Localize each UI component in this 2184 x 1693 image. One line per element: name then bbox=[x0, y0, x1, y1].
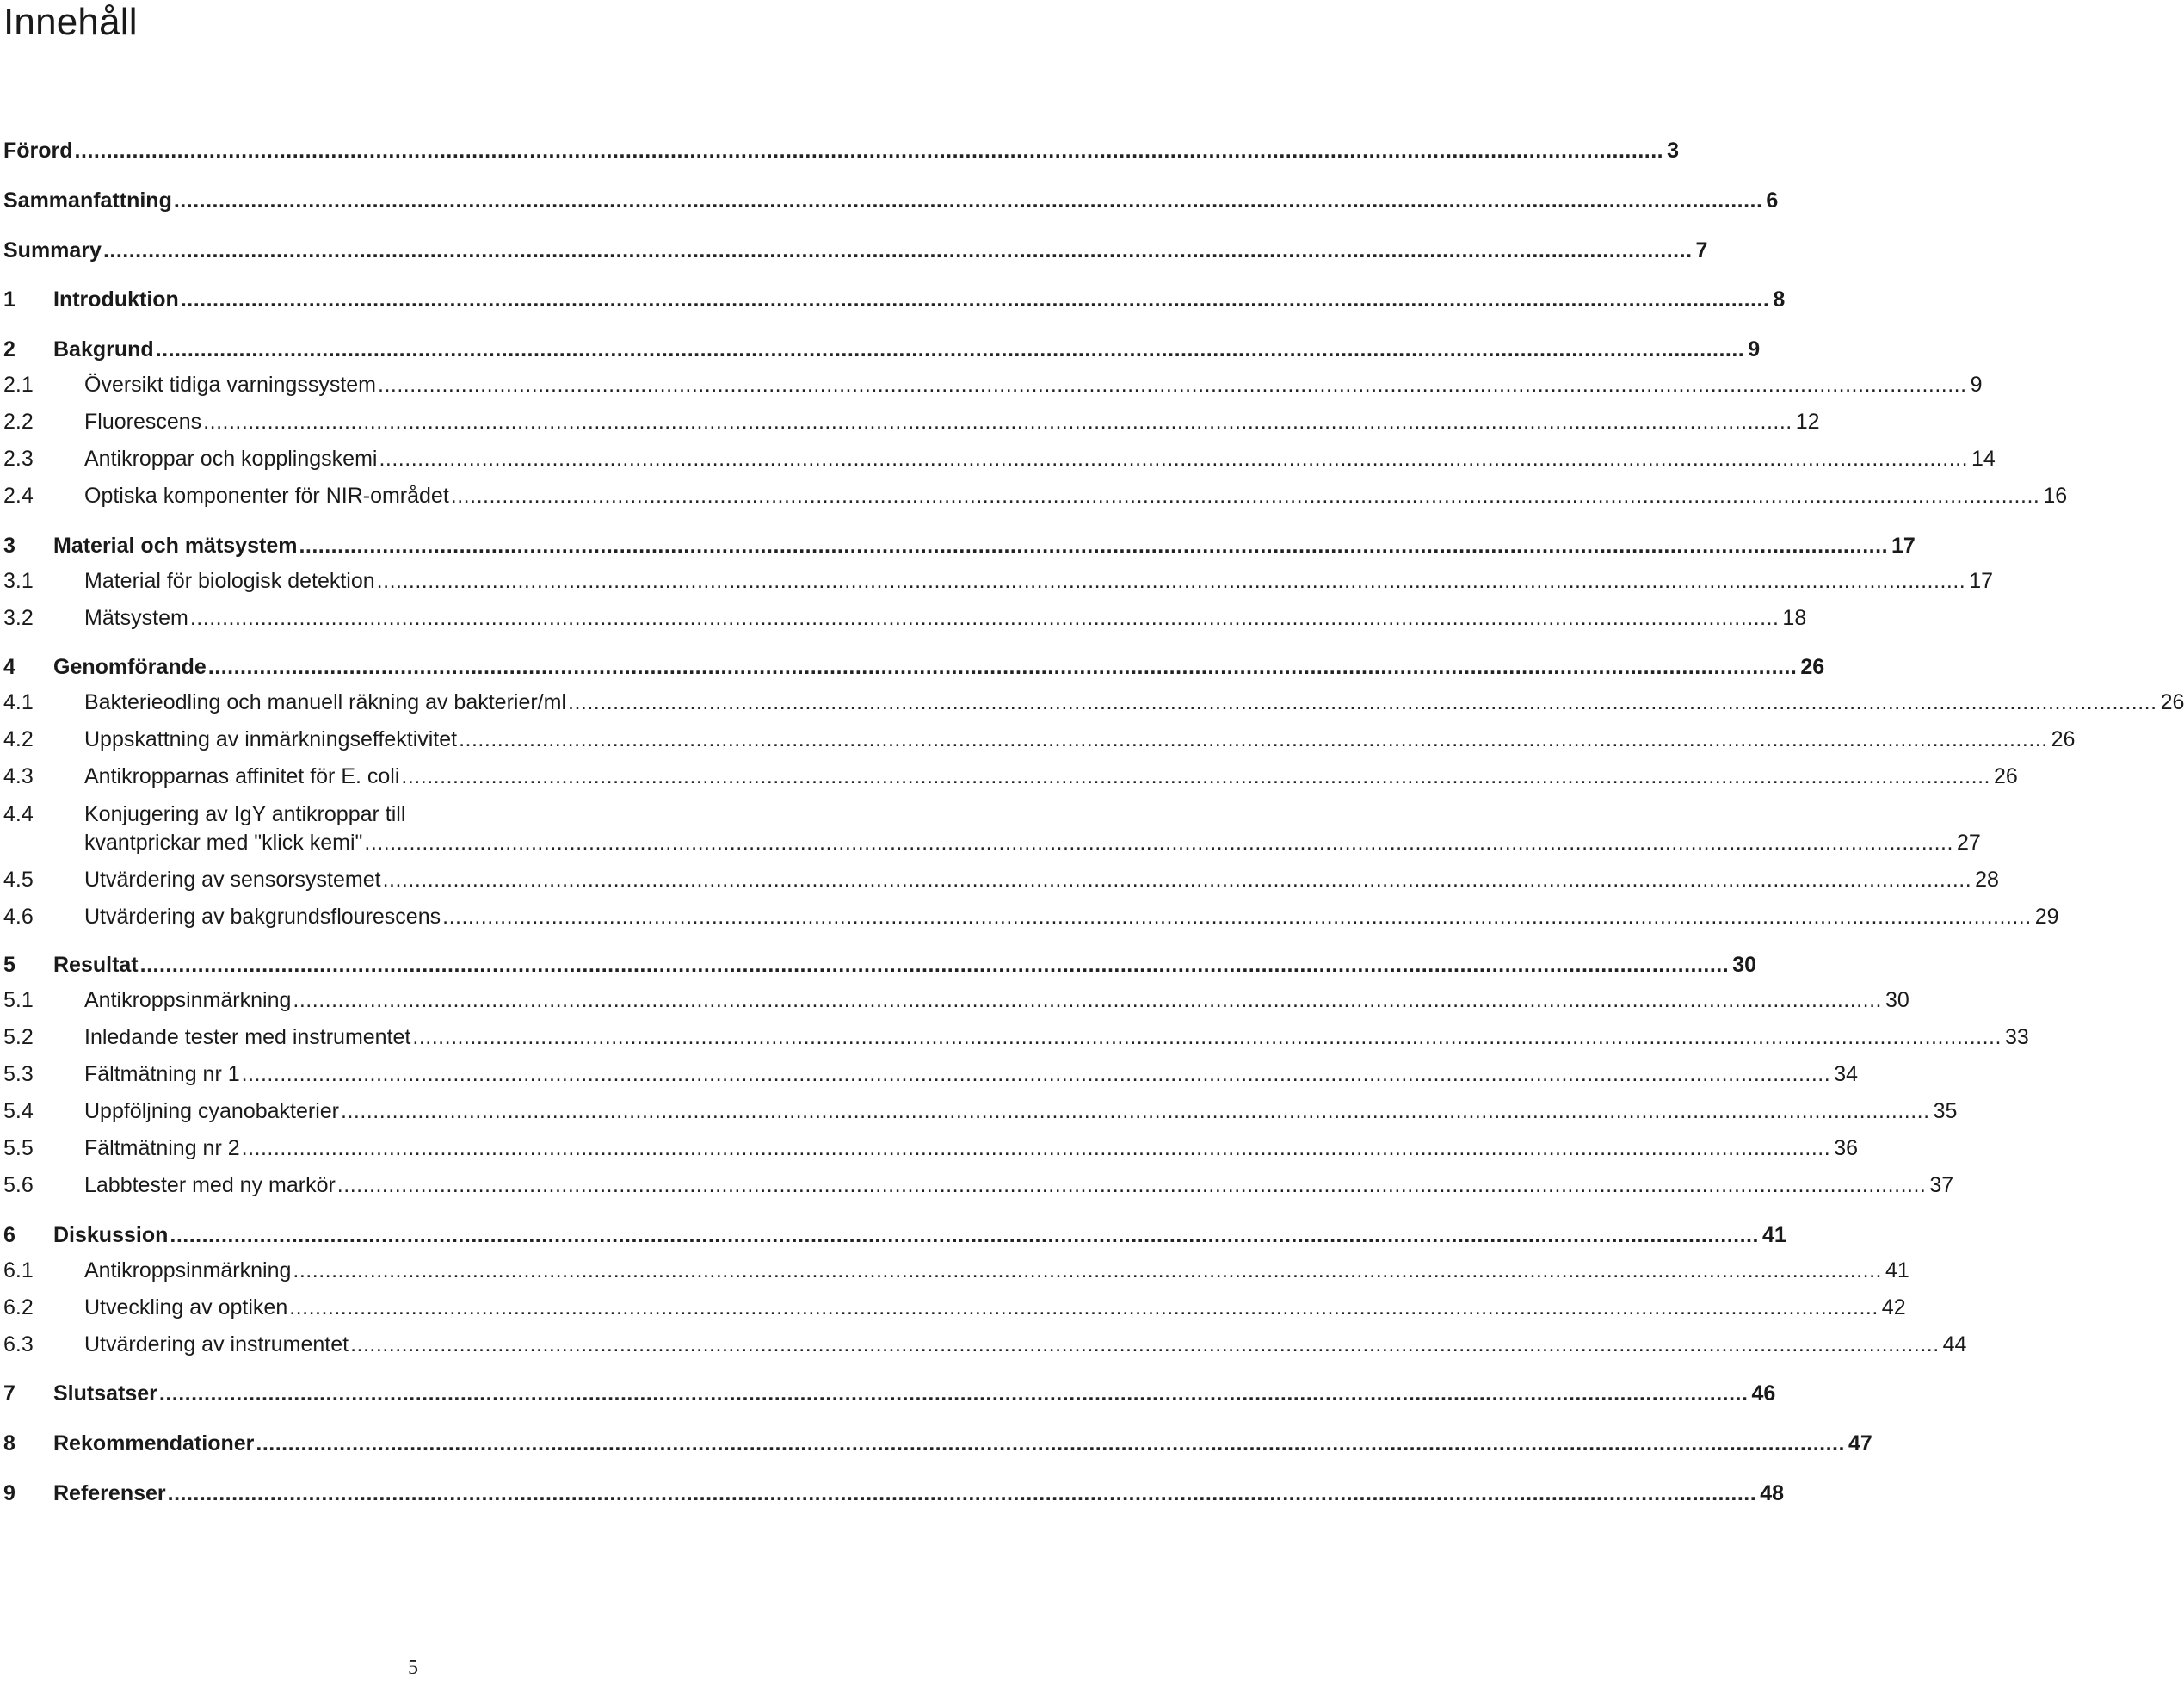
toc-entry[interactable] bbox=[3, 1381, 1776, 1406]
toc-entry-number: 9 bbox=[3, 1481, 15, 1505]
toc-entry-number: 4 bbox=[3, 655, 15, 679]
toc-entry-title: Antikroppsinmärkning bbox=[84, 988, 292, 1012]
toc-entry-page: 9 bbox=[1748, 337, 1761, 361]
toc-entry-number: 2.3 bbox=[3, 447, 34, 471]
toc-entry-title-continued: kvantprickar med "klick kemi" bbox=[84, 831, 363, 855]
toc-entry[interactable] bbox=[3, 409, 1820, 435]
toc-entry-page: 7 bbox=[1695, 238, 1708, 263]
dot-leader bbox=[293, 987, 1882, 1013]
toc-entry[interactable] bbox=[3, 1135, 1859, 1161]
toc-entry-page: 26 bbox=[1993, 764, 2018, 788]
toc-entry-title: Labbtester med ny markör bbox=[84, 1173, 336, 1197]
dot-leader bbox=[337, 1172, 1927, 1198]
dot-leader bbox=[377, 568, 1966, 594]
toc-entry-title: Resultat bbox=[53, 953, 139, 977]
toc-entry[interactable] bbox=[3, 1480, 1785, 1506]
dot-leader bbox=[442, 904, 2032, 930]
toc-entry-title: Uppskattning av inmärkningseffektivitet bbox=[84, 727, 458, 751]
dot-leader bbox=[159, 1381, 1749, 1406]
toc-entry-page: 26 bbox=[1800, 655, 1825, 679]
toc-entry-page: 9 bbox=[1970, 373, 1983, 397]
toc-entry-number: 5.6 bbox=[3, 1173, 34, 1197]
toc-entry-page: 29 bbox=[2034, 905, 2059, 929]
toc-entry-title: Bakterieodling och manuell räkning av bakterier/ml bbox=[84, 690, 567, 714]
toc-entry-page: 6 bbox=[1766, 188, 1779, 213]
toc-entry-page: 16 bbox=[2043, 484, 2068, 508]
toc-entry[interactable] bbox=[3, 654, 1825, 680]
toc-entry-number: 5 bbox=[3, 953, 15, 977]
toc-entry[interactable] bbox=[3, 337, 1761, 362]
dot-leader bbox=[256, 1430, 1845, 1456]
dot-leader bbox=[383, 867, 1972, 893]
dot-leader bbox=[75, 138, 1664, 164]
page-title: Innehåll bbox=[3, 1, 138, 43]
dot-leader bbox=[170, 1222, 1759, 1248]
toc-entry-number: 2.1 bbox=[3, 373, 34, 397]
toc-entry-title: Inledande tester med instrumentet bbox=[84, 1025, 411, 1049]
toc-entry[interactable] bbox=[3, 238, 1708, 263]
dot-leader bbox=[459, 726, 2048, 752]
toc-entry[interactable] bbox=[3, 1294, 1906, 1320]
toc-entry[interactable] bbox=[3, 287, 1786, 312]
toc-entry-number: 6.2 bbox=[3, 1295, 34, 1319]
toc-entry-title: Antikroppar och kopplingskemi bbox=[84, 447, 378, 471]
toc-entry[interactable] bbox=[3, 800, 1981, 857]
toc-entry-page: 17 bbox=[1969, 569, 1994, 593]
toc-entry-number: 4.4 bbox=[3, 802, 34, 826]
toc-entry-number: 6.1 bbox=[3, 1258, 34, 1282]
dot-leader bbox=[568, 689, 2157, 715]
toc-entry-number: 4.6 bbox=[3, 905, 34, 929]
toc-entry-page: 26 bbox=[2051, 727, 2076, 751]
toc-entry-title: Antikroppsinmärkning bbox=[84, 1258, 292, 1282]
toc-entry-title: Slutsatser bbox=[53, 1381, 157, 1406]
toc-entry-page: 27 bbox=[1956, 831, 1981, 855]
toc-entry-title: Mätsystem bbox=[84, 606, 188, 630]
dot-leader bbox=[181, 287, 1770, 312]
toc-entry-number: 3.2 bbox=[3, 606, 34, 630]
toc-entry-number: 5.1 bbox=[3, 988, 34, 1012]
toc-entry[interactable] bbox=[3, 483, 2068, 509]
toc-entry-number: 4.2 bbox=[3, 727, 34, 751]
dot-leader bbox=[103, 238, 1693, 263]
toc-entry-page: 36 bbox=[1834, 1136, 1859, 1160]
toc-entry-page: 3 bbox=[1667, 139, 1680, 163]
toc-entry-page: 44 bbox=[1942, 1332, 1967, 1356]
toc-entry-number: 6 bbox=[3, 1223, 15, 1247]
toc-entry-title: Utvärdering av bakgrundsflourescens bbox=[84, 905, 441, 929]
toc-entry-page: 48 bbox=[1760, 1481, 1785, 1505]
dot-leader bbox=[168, 1480, 1757, 1506]
toc-entry[interactable] bbox=[3, 763, 2018, 789]
toc-entry[interactable] bbox=[3, 1257, 1909, 1283]
toc-entry-page: 34 bbox=[1834, 1062, 1859, 1086]
toc-entry[interactable] bbox=[3, 952, 1757, 978]
dot-leader bbox=[174, 188, 1763, 213]
toc-entry-title: Material och mätsystem bbox=[53, 534, 298, 558]
toc-entry-title: Antikropparnas affinitet för E. coli bbox=[84, 764, 400, 788]
dot-leader bbox=[451, 483, 2040, 509]
toc-entry[interactable] bbox=[3, 446, 1996, 472]
toc-entry-page: 12 bbox=[1795, 410, 1820, 434]
toc-entry-number: 5.5 bbox=[3, 1136, 34, 1160]
toc-entry[interactable] bbox=[3, 138, 1680, 164]
toc-entry-title: Material för biologisk detektion bbox=[84, 569, 375, 593]
toc-entry-title: Förord bbox=[3, 139, 73, 163]
table-of-contents bbox=[3, 0, 2184, 1693]
toc-entry-page: 41 bbox=[1885, 1258, 1909, 1282]
dot-leader bbox=[242, 1135, 1831, 1161]
toc-entry-title: Diskussion bbox=[53, 1223, 169, 1247]
toc-entry[interactable] bbox=[3, 1098, 1958, 1124]
dot-leader bbox=[379, 446, 1968, 472]
toc-entry-page: 8 bbox=[1773, 287, 1786, 312]
toc-entry[interactable] bbox=[3, 689, 2184, 715]
toc-entry[interactable] bbox=[3, 1222, 1786, 1248]
toc-entry-number: 4.3 bbox=[3, 764, 34, 788]
toc-entry-page: 26 bbox=[2160, 690, 2184, 714]
toc-entry[interactable] bbox=[3, 1332, 1967, 1357]
dot-leader bbox=[203, 409, 1792, 435]
dot-leader bbox=[140, 952, 1730, 978]
toc-entry-number: 2.2 bbox=[3, 410, 34, 434]
toc-entry-number: 1 bbox=[3, 287, 15, 312]
toc-entry[interactable] bbox=[3, 987, 1909, 1013]
dot-leader bbox=[341, 1098, 1930, 1124]
toc-entry[interactable] bbox=[3, 1430, 1872, 1456]
toc-entry-number: 2 bbox=[3, 337, 15, 361]
dot-leader bbox=[293, 1257, 1882, 1283]
toc-entry-number: 5.4 bbox=[3, 1099, 34, 1123]
dot-leader bbox=[350, 1332, 1940, 1357]
toc-entry-number: 5.3 bbox=[3, 1062, 34, 1086]
toc-entry-page: 30 bbox=[1885, 988, 1909, 1012]
toc-entry-number: 4.5 bbox=[3, 868, 34, 892]
page-number: 5 bbox=[408, 1657, 418, 1679]
toc-entry[interactable] bbox=[3, 568, 1994, 594]
toc-entry-title: Summary bbox=[3, 238, 102, 263]
toc-entry[interactable] bbox=[3, 904, 2059, 930]
dot-leader bbox=[412, 1024, 2002, 1050]
toc-entry-title: Fältmätning nr 2 bbox=[84, 1136, 240, 1160]
toc-entry-title: Referenser bbox=[53, 1481, 166, 1505]
toc-entry-title: Introduktion bbox=[53, 287, 179, 312]
dot-leader bbox=[242, 1061, 1831, 1087]
toc-entry-number: 4.1 bbox=[3, 690, 34, 714]
toc-entry-number: 2.4 bbox=[3, 484, 34, 508]
dot-leader bbox=[401, 763, 1990, 789]
dot-leader bbox=[299, 533, 1888, 559]
dot-leader bbox=[289, 1294, 1879, 1320]
toc-entry-title: Fluorescens bbox=[84, 410, 202, 434]
toc-entry-page: 14 bbox=[1971, 447, 1996, 471]
toc-entry-page: 33 bbox=[2004, 1025, 2029, 1049]
toc-entry-number: 6.3 bbox=[3, 1332, 34, 1356]
toc-entry[interactable] bbox=[3, 372, 1983, 398]
toc-entry-title: Konjugering av IgY antikroppar till bbox=[84, 802, 406, 826]
toc-entry-number: 7 bbox=[3, 1381, 15, 1406]
toc-entry[interactable] bbox=[3, 867, 1999, 893]
toc-entry-page: 17 bbox=[1891, 534, 1916, 558]
toc-entry-title: Fältmätning nr 1 bbox=[84, 1062, 240, 1086]
toc-entry-page: 47 bbox=[1848, 1431, 1872, 1455]
toc-entry[interactable] bbox=[3, 605, 1807, 631]
toc-entry-page: 37 bbox=[1929, 1173, 1954, 1197]
toc-entry[interactable] bbox=[3, 188, 1779, 213]
toc-entry[interactable] bbox=[3, 1061, 1859, 1087]
toc-entry[interactable] bbox=[3, 1024, 2029, 1050]
toc-entry-number: 5.2 bbox=[3, 1025, 34, 1049]
toc-entry-title: Rekommendationer bbox=[53, 1431, 255, 1455]
toc-entry-title: Genomförande bbox=[53, 655, 207, 679]
toc-entry-page: 28 bbox=[1975, 868, 1999, 892]
dot-leader bbox=[364, 830, 1953, 856]
toc-entry-title: Utveckling av optiken bbox=[84, 1295, 288, 1319]
toc-entry-number: 8 bbox=[3, 1431, 15, 1455]
toc-entry[interactable] bbox=[3, 1172, 1954, 1198]
toc-entry-page: 41 bbox=[1761, 1223, 1786, 1247]
toc-entry-page: 35 bbox=[1933, 1099, 1958, 1123]
toc-entry[interactable] bbox=[3, 726, 2076, 752]
toc-entry-number: 3.1 bbox=[3, 569, 34, 593]
toc-entry-title: Utvärdering av instrumentet bbox=[84, 1332, 349, 1356]
toc-entry-page: 42 bbox=[1881, 1295, 1906, 1319]
toc-entry-title: Utvärdering av sensorsystemet bbox=[84, 868, 381, 892]
toc-entry-title: Optiska komponenter för NIR-området bbox=[84, 484, 449, 508]
dot-leader bbox=[156, 337, 1745, 362]
toc-entry-title: Sammanfattning bbox=[3, 188, 172, 213]
dot-leader bbox=[208, 654, 1798, 680]
dot-leader bbox=[378, 372, 1967, 398]
toc-entry-number: 3 bbox=[3, 534, 15, 558]
toc-entry-title: Bakgrund bbox=[53, 337, 154, 361]
dot-leader bbox=[190, 605, 1780, 631]
toc-entry-page: 30 bbox=[1732, 953, 1757, 977]
toc-entry-title: Översikt tidiga varningssystem bbox=[84, 373, 377, 397]
toc-entry-title: Uppföljning cyanobakterier bbox=[84, 1099, 340, 1123]
toc-entry[interactable] bbox=[3, 533, 1916, 559]
toc-entry-page: 46 bbox=[1751, 1381, 1776, 1406]
toc-entry-page: 18 bbox=[1782, 606, 1807, 630]
